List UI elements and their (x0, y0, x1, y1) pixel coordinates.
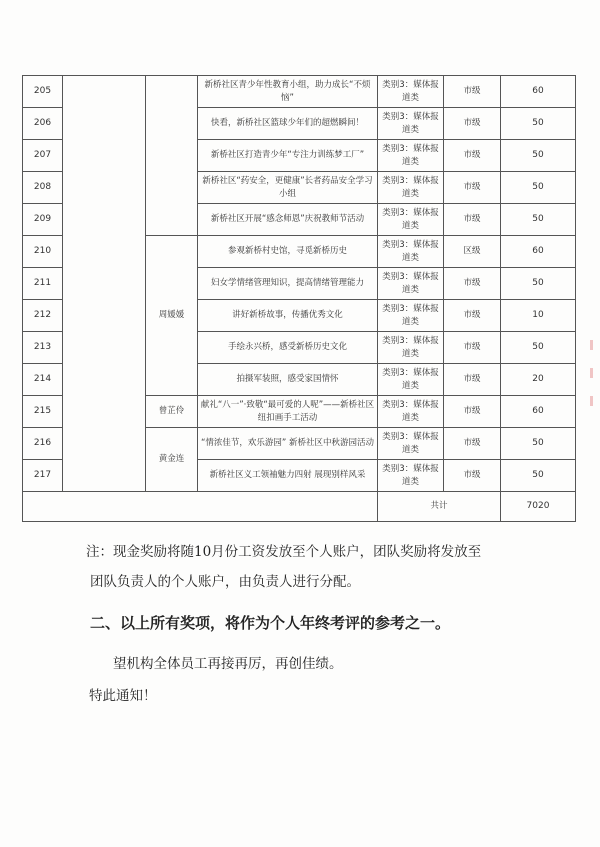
amount-cell: 20 (501, 364, 576, 396)
row-number: 215 (23, 396, 63, 428)
activity-cell: 参观新桥村史馆，寻觅新桥历史 (198, 236, 378, 268)
row-number: 213 (23, 332, 63, 364)
category-cell: 类别3：媒体报道类 (378, 172, 444, 204)
category-cell: 类别3：媒体报道类 (378, 268, 444, 300)
category-cell: 类别3：媒体报道类 (378, 332, 444, 364)
activity-cell: 新桥社区青少年性教育小组，助力成长“不烦恼” (198, 76, 378, 108)
category-cell: 类别3：媒体报道类 (378, 396, 444, 428)
closing-notice: 特此通知！ (89, 688, 157, 704)
note-line-2: 团队负责人的个人账户，由负责人进行分配。 (90, 574, 360, 590)
activity-cell: 献礼“八一”·致敬“最可爱的人呢”——新桥社区纽扣画手工活动 (198, 396, 378, 428)
amount-cell: 50 (501, 204, 576, 236)
stamp-edge-mark (590, 340, 594, 430)
award-table (22, 75, 576, 522)
total-row (23, 492, 576, 522)
category-cell: 类别3：媒体报道类 (378, 76, 444, 108)
row-number: 216 (23, 428, 63, 460)
level-cell: 市级 (444, 172, 501, 204)
category-cell: 类别3：媒体报道类 (378, 364, 444, 396)
activity-cell: 讲好新桥故事，传播优秀文化 (198, 300, 378, 332)
activity-cell: 新桥社区义工领袖魅力四射 展现别样风采 (198, 460, 378, 492)
amount-cell: 50 (501, 140, 576, 172)
activity-cell: 新桥社区开展“感念师恩”庆祝教师节活动 (198, 204, 378, 236)
level-cell: 区级 (444, 236, 501, 268)
total-value: 7020 (501, 492, 576, 522)
row-number: 208 (23, 172, 63, 204)
activity-cell: 快看，新桥社区篮球少年们的超燃瞬间！ (198, 108, 378, 140)
level-cell: 市级 (444, 108, 501, 140)
row-number: 206 (23, 108, 63, 140)
row-number: 209 (23, 204, 63, 236)
total-blank-cell (23, 492, 378, 522)
activity-cell: 拍摄军装照，感受家国情怀 (198, 364, 378, 396)
total-label: 共计 (378, 492, 501, 522)
level-cell: 市级 (444, 364, 501, 396)
row-number: 210 (23, 236, 63, 268)
level-cell: 市级 (444, 428, 501, 460)
category-cell: 类别3：媒体报道类 (378, 108, 444, 140)
row-number: 212 (23, 300, 63, 332)
activity-cell: 新桥社区“药安全，更健康”长者药品安全学习小组 (198, 172, 378, 204)
row-number: 217 (23, 460, 63, 492)
team-cell (63, 76, 146, 492)
award-table-container (22, 75, 575, 522)
table-row (23, 76, 576, 108)
category-cell: 类别3：媒体报道类 (378, 236, 444, 268)
level-cell: 市级 (444, 76, 501, 108)
activity-cell: 妇女学情绪管理知识，提高情绪管理能力 (198, 268, 378, 300)
note-line-1: 注：现金奖励将随10月份工资发放至个人账户，团队奖励将发放至 (86, 544, 482, 560)
row-number: 207 (23, 140, 63, 172)
amount-cell: 50 (501, 268, 576, 300)
amount-cell: 50 (501, 108, 576, 140)
level-cell: 市级 (444, 396, 501, 428)
category-cell: 类别3：媒体报道类 (378, 300, 444, 332)
amount-cell: 50 (501, 428, 576, 460)
row-number: 211 (23, 268, 63, 300)
level-cell: 市级 (444, 332, 501, 364)
level-cell: 市级 (444, 268, 501, 300)
amount-cell: 50 (501, 172, 576, 204)
amount-cell: 50 (501, 460, 576, 492)
row-number: 214 (23, 364, 63, 396)
level-cell: 市级 (444, 300, 501, 332)
section-2-heading: 二、以上所有奖项，将作为个人年终考评的参考之一。 (90, 614, 451, 632)
person-cell (146, 76, 198, 236)
person-cell: 曾芷伶 (146, 396, 198, 428)
category-cell: 类别3：媒体报道类 (378, 428, 444, 460)
amount-cell: 60 (501, 236, 576, 268)
row-number: 205 (23, 76, 63, 108)
level-cell: 市级 (444, 204, 501, 236)
activity-cell: 手绘永兴桥，感受新桥历史文化 (198, 332, 378, 364)
category-cell: 类别3：媒体报道类 (378, 140, 444, 172)
level-cell: 市级 (444, 460, 501, 492)
person-cell: 周媛媛 (146, 236, 198, 396)
activity-cell: “情浓佳节，欢乐游园” 新桥社区中秋游园活动 (198, 428, 378, 460)
person-cell: 黄金连 (146, 428, 198, 492)
amount-cell: 60 (501, 396, 576, 428)
category-cell: 类别3：媒体报道类 (378, 460, 444, 492)
category-cell: 类别3：媒体报道类 (378, 204, 444, 236)
amount-cell: 60 (501, 76, 576, 108)
closing-wish: 望机构全体员工再接再厉，再创佳绩。 (113, 656, 343, 672)
level-cell: 市级 (444, 140, 501, 172)
amount-cell: 10 (501, 300, 576, 332)
amount-cell: 50 (501, 332, 576, 364)
activity-cell: 新桥社区打造青少年“专注力训练梦工厂” (198, 140, 378, 172)
